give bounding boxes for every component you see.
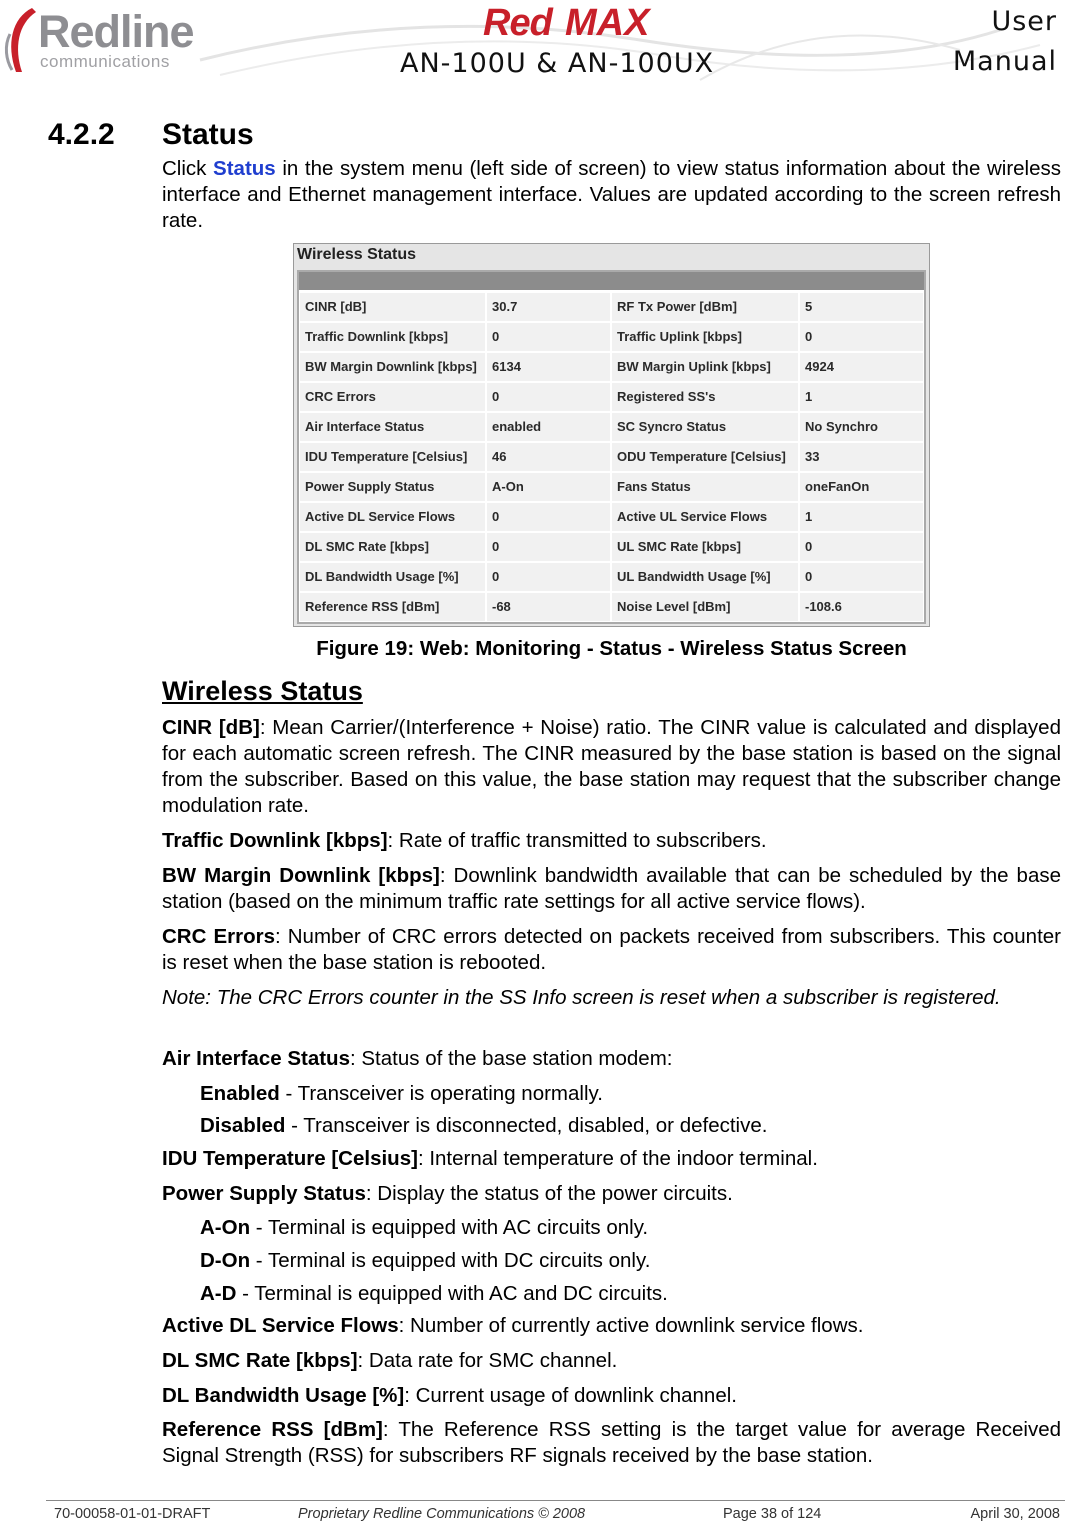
status-row xyxy=(299,352,924,382)
doc-type-line2: Manual xyxy=(952,46,1057,77)
status-label: Traffic Downlink [kbps] xyxy=(300,323,485,351)
def-dl-smc-rate xyxy=(162,1348,1061,1374)
status-value: oneFanOn xyxy=(800,473,923,501)
status-label: DL Bandwidth Usage [%] xyxy=(300,563,485,591)
status-row xyxy=(299,442,924,472)
def-term: CINR [dB] xyxy=(162,716,260,739)
status-row xyxy=(299,382,924,412)
status-value: -108.6 xyxy=(800,593,923,621)
footer-doc-id: 70-00058-01-01-DRAFT xyxy=(54,1506,211,1522)
def-term: A-D xyxy=(200,1282,237,1305)
status-label: CINR [dB] xyxy=(300,293,485,321)
def-text: : Data rate for SMC channel. xyxy=(357,1349,618,1372)
def-term: Air Interface Status xyxy=(162,1047,350,1070)
def-text: : Status of the base station modem: xyxy=(349,1047,673,1070)
def-traffic xyxy=(162,828,1061,854)
page-header xyxy=(0,0,1065,95)
product-name: AN-100U & AN-100UX xyxy=(400,48,715,79)
status-value: 5 xyxy=(800,293,923,321)
def-text: : Rate of traffic transmitted to subscribers. xyxy=(387,829,767,852)
section-intro xyxy=(162,156,1061,234)
def-text: : Display the status of the power circuits. xyxy=(365,1182,733,1205)
status-label: Power Supply Status xyxy=(300,473,485,501)
status-label: Noise Level [dBm] xyxy=(612,593,798,621)
section-number: 4.2.2 xyxy=(48,118,115,151)
figure-caption: Figure 19: Web: Monitoring - Status - Wireless Status Screen xyxy=(316,637,907,660)
status-table xyxy=(299,292,924,622)
status-label: Reference RSS [dBm] xyxy=(300,593,485,621)
def-text: - Transceiver is disconnected, disabled, or defective. xyxy=(285,1114,768,1137)
table-header-bar xyxy=(299,272,924,290)
status-value: -68 xyxy=(487,593,610,621)
status-value: 0 xyxy=(800,563,923,591)
status-value: 0 xyxy=(487,383,610,411)
status-value: 0 xyxy=(487,503,610,531)
def-term: D-On xyxy=(200,1249,251,1272)
def-text: - Terminal is equipped with AC circuits only. xyxy=(250,1216,649,1239)
status-row xyxy=(299,592,924,622)
def-enabled xyxy=(200,1081,603,1107)
status-row xyxy=(299,322,924,352)
def-text: : Downlink bandwidth available that can be scheduled by the base station (based on the minimum traffic rate settings for all active service flows). xyxy=(162,864,1061,913)
status-row xyxy=(299,472,924,502)
status-value: 1 xyxy=(800,383,923,411)
redline-logo-subtext: communications xyxy=(40,52,170,71)
redmax-logo-red: Red xyxy=(483,2,552,44)
def-cinr xyxy=(162,715,1061,819)
redmax-logo xyxy=(483,2,693,44)
intro-text-pre: Click xyxy=(162,157,214,180)
def-text: : Current usage of downlink channel. xyxy=(404,1384,737,1407)
status-value: enabled xyxy=(487,413,610,441)
status-value: 0 xyxy=(487,563,610,591)
def-dl-bandwidth xyxy=(162,1383,1061,1409)
def-text: - Terminal is equipped with AC and DC circuits. xyxy=(236,1282,668,1305)
def-idu-temp xyxy=(162,1146,1061,1172)
status-label: CRC Errors xyxy=(300,383,485,411)
def-text: - Terminal is equipped with DC circuits only. xyxy=(250,1249,651,1272)
footer-page: Page 38 of 124 xyxy=(723,1506,822,1522)
status-label: Active UL Service Flows xyxy=(612,503,798,531)
footer-divider xyxy=(46,1500,1065,1501)
status-value: No Synchro xyxy=(800,413,923,441)
def-text: : Number of CRC errors detected on packets received from subscribers. This counter is reset when the base station is rebooted. xyxy=(162,925,1062,974)
footer-date: April 30, 2008 xyxy=(970,1506,1060,1522)
status-table-frame xyxy=(297,270,926,624)
def-term: Enabled xyxy=(200,1082,280,1105)
status-label: Active DL Service Flows xyxy=(300,503,485,531)
status-label: Air Interface Status xyxy=(300,413,485,441)
redmax-logo-max: MAX xyxy=(565,2,650,44)
status-value: A-On xyxy=(487,473,610,501)
status-label: RF Tx Power [dBm] xyxy=(612,293,798,321)
def-d-on xyxy=(200,1248,650,1274)
def-term: Power Supply Status xyxy=(162,1182,366,1205)
def-term: Traffic Downlink [kbps] xyxy=(162,829,388,852)
status-label: UL Bandwidth Usage [%] xyxy=(612,563,798,591)
def-air-interface xyxy=(162,1046,1061,1072)
def-term: DL SMC Rate [kbps] xyxy=(162,1349,358,1372)
def-text: : Internal temperature of the indoor terminal. xyxy=(417,1147,818,1170)
def-crc xyxy=(162,924,1061,976)
def-term: IDU Temperature [Celsius] xyxy=(162,1147,418,1170)
redline-logo xyxy=(2,2,217,82)
def-a-on xyxy=(200,1215,648,1241)
status-label: SC Syncro Status xyxy=(612,413,798,441)
def-text: : Mean Carrier/(Interference + Noise) ratio. The CINR value is calculated and displayed for each automatic screen refresh. The CINR measured by the base station is based on the signal from the subscriber. Based on this value, the base station may request that the subscriber change modulation rate. xyxy=(162,716,1061,817)
status-label: Traffic Uplink [kbps] xyxy=(612,323,798,351)
status-link[interactable]: Status xyxy=(213,157,276,180)
status-row xyxy=(299,292,924,322)
status-label: Registered SS's xyxy=(612,383,798,411)
status-value: 4924 xyxy=(800,353,923,381)
status-value: 33 xyxy=(800,443,923,471)
status-label: BW Margin Downlink [kbps] xyxy=(300,353,485,381)
def-text: : Number of currently active downlink service flows. xyxy=(398,1314,864,1337)
def-term: A-On xyxy=(200,1216,251,1239)
panel-title: Wireless Status xyxy=(297,246,417,263)
status-label: DL SMC Rate [kbps] xyxy=(300,533,485,561)
def-term: BW Margin Downlink [kbps] xyxy=(162,864,440,887)
note-crc: Note: The CRC Errors counter in the SS Info screen is reset when a subscriber is registered. xyxy=(162,986,1001,1009)
def-term: CRC Errors xyxy=(162,925,275,948)
def-term: DL Bandwidth Usage [%] xyxy=(162,1384,405,1407)
status-value: 6134 xyxy=(487,353,610,381)
doc-type-line1: User xyxy=(991,6,1057,37)
def-text: - Transceiver is operating normally. xyxy=(279,1082,603,1105)
status-label: UL SMC Rate [kbps] xyxy=(612,533,798,561)
redline-logo-text: Redline xyxy=(38,6,194,57)
status-value: 0 xyxy=(487,533,610,561)
status-row xyxy=(299,412,924,442)
status-row xyxy=(299,532,924,562)
redline-swoosh-icon xyxy=(2,4,42,76)
def-term: Disabled xyxy=(200,1114,286,1137)
def-text: : The Reference RSS setting is the target value for average Received Signal Strength (RSS) for subscribers RF signals received by the base station. xyxy=(162,1418,1061,1467)
doc-type xyxy=(953,2,1057,82)
def-power-supply xyxy=(162,1181,1061,1207)
def-bw-margin xyxy=(162,863,1061,915)
status-label: BW Margin Uplink [kbps] xyxy=(612,353,798,381)
def-term: Reference RSS [dBm] xyxy=(162,1418,383,1441)
section-title: Status xyxy=(162,118,254,151)
status-value: 0 xyxy=(487,323,610,351)
status-label: Fans Status xyxy=(612,473,798,501)
status-value: 30.7 xyxy=(487,293,610,321)
status-row xyxy=(299,502,924,532)
status-value: 0 xyxy=(800,323,923,351)
def-active-dl-flows xyxy=(162,1313,1061,1339)
subheading: Wireless Status xyxy=(162,676,363,706)
status-value: 46 xyxy=(487,443,610,471)
def-disabled xyxy=(200,1113,767,1139)
status-value: 1 xyxy=(800,503,923,531)
status-label: ODU Temperature [Celsius] xyxy=(612,443,798,471)
intro-text-post: in the system menu (left side of screen) to view status information about the wireless interface and Ethernet management interface. Values are updated according to the screen refresh rate. xyxy=(162,157,1062,232)
status-label: IDU Temperature [Celsius] xyxy=(300,443,485,471)
status-value: 0 xyxy=(800,533,923,561)
footer-copyright: Proprietary Redline Communications © 2008 xyxy=(298,1506,586,1522)
def-term: Active DL Service Flows xyxy=(162,1314,399,1337)
def-reference-rss xyxy=(162,1417,1061,1469)
wireless-status-screenshot xyxy=(293,243,930,627)
def-a-d xyxy=(200,1281,668,1307)
status-row xyxy=(299,562,924,592)
